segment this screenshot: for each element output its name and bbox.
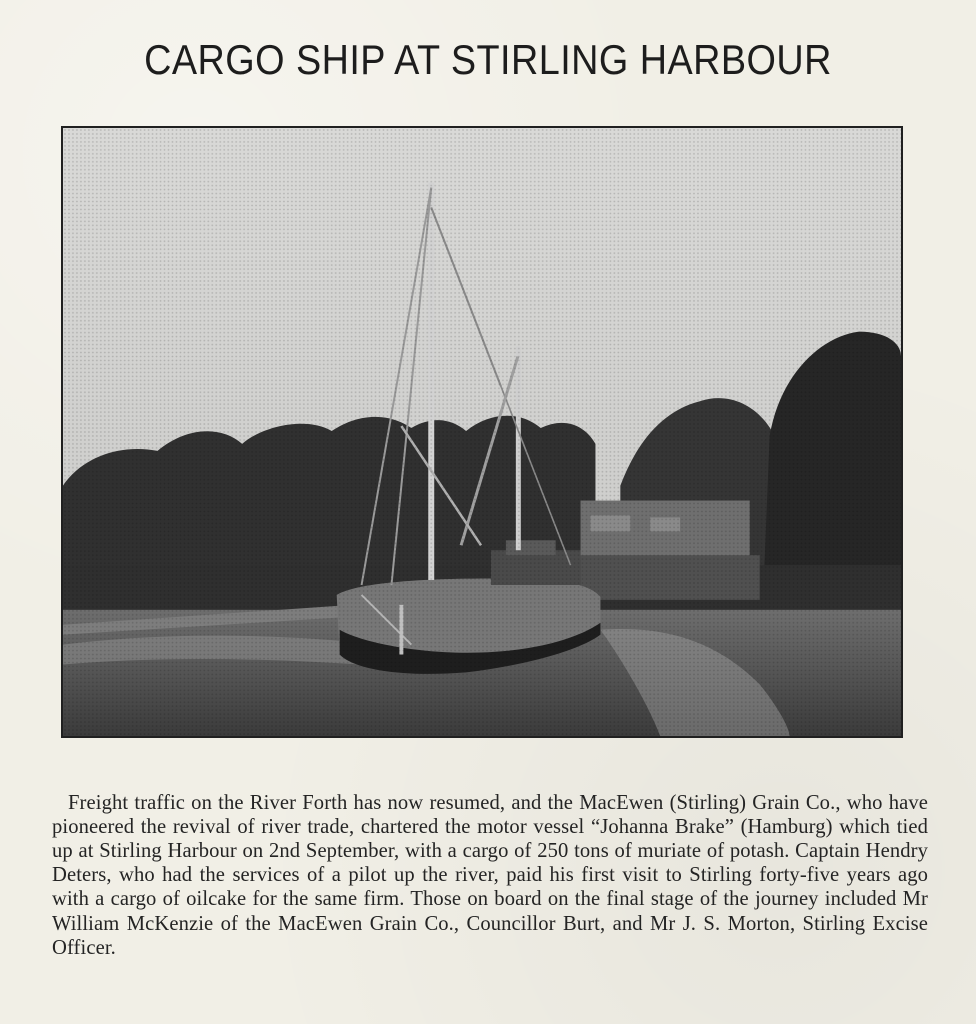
headline: CARGO SHIP AT STIRLING HARBOUR [144,36,832,83]
photo-illustration [63,128,901,736]
cargo-ship-photo [61,126,903,738]
photo-caption: Freight traffic on the River Forth has now resumed, and the MacEwen (Stirling) Grain Co., who have pioneered the revival of river trade, chartered the motor vessel “Johanna Brake” (Hamburg) which tied up at Stirling Harbour on 2nd September, with a cargo of 250 tons of muriate of potash. Captain Hendry Deters, who had the services of a pilot up the river, paid his first visit to Stirling forty-five years ago with a cargo of oilcake for the same firm. Those on board on the final stage of the journey included Mr William McKenzie of the MacEwen Grain Co., Councillor Burt, and Mr J. S. Morton, Stirling Excise Officer. [52,791,928,959]
halftone-screen [63,128,901,736]
